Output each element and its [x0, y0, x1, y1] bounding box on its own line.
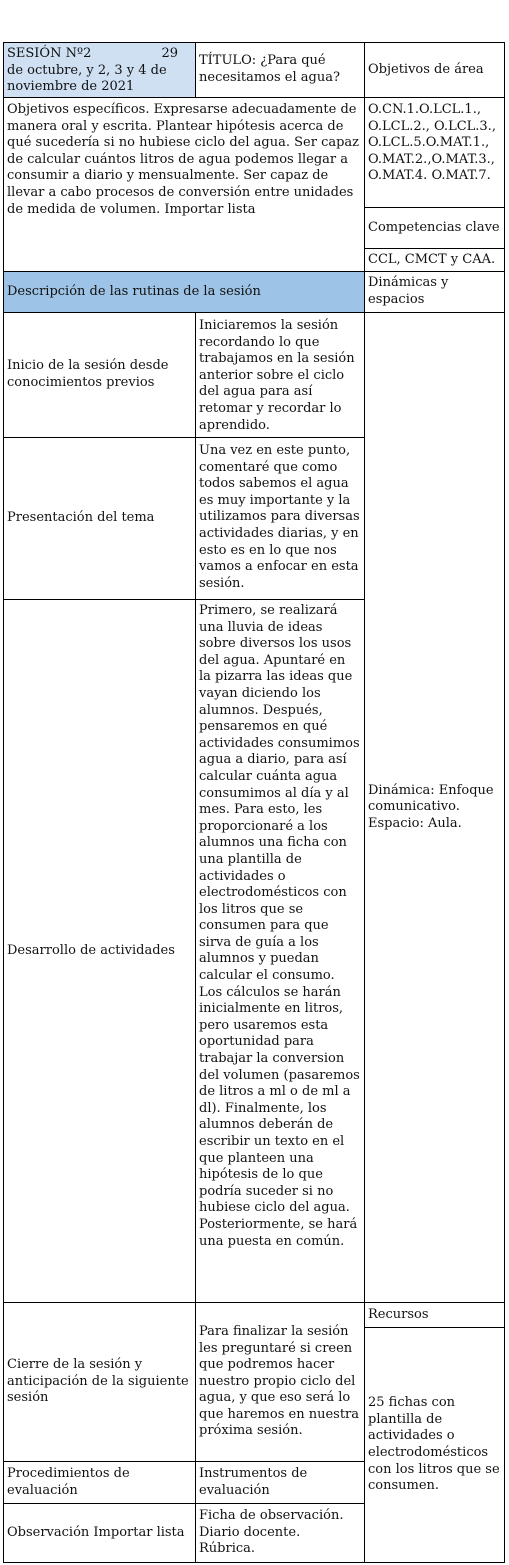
session-cell — [3, 42, 196, 98]
area-objectives-codes: O.CN.1.O.LCL.1., O.LCL.2., O.LCL.3., O.LCL.5.O.MAT.1., O.MAT.2.,O.MAT.3., O.MAT.4. O.MAT.7. — [364, 97, 505, 208]
session-date-day: 29 — [161, 46, 178, 61]
procedures-label: Procedimientos de evaluación — [3, 1461, 196, 1504]
area-objectives-label: Objetivos de área — [364, 42, 505, 98]
dynamics-label: Dinámicas y espacios — [364, 271, 505, 313]
row-label: Inicio de la sesión desde conocimientos previos — [3, 312, 196, 438]
session-date: de octubre, y 2, 3 y 4 de noviembre de 2021 — [7, 62, 167, 95]
competencias-label: Competencias clave — [364, 207, 505, 249]
specific-objectives: Objetivos específicos. Expresarse adecuadamente de manera oral y escrita. Plantear hipótesis acerca de qué sucedería si no hubiese ciclo del agua. Ser capaz de calcular cuántos litros de agua podemos llegar a consumir a diario y mensualmente. Ser capaz de llevar a cabo procesos de conversión entre unidades de medida de volumen. Importar lista — [3, 97, 365, 272]
row-text: Para finalizar la sesión les preguntaré si creen que podremos hacer nuestro propio ciclo del agua, y que eso será lo que haremos en nuestra próxima sesión. — [195, 1302, 365, 1462]
row-text: Una vez en este punto, comentaré que como todos sabemos el agua es muy importante y la utilizamos para diversas actividades diarias, y en esto es en lo que nos vamos a enfocar en esta sesión. — [195, 437, 365, 600]
row-label: Cierre de la sesión y anticipación de la siguiente sesión — [3, 1302, 196, 1462]
competencias-value: CCL, CMCT y CAA. — [364, 248, 505, 272]
observation-label: Observación Importar lista — [3, 1503, 196, 1563]
session-title: TÍTULO: ¿Para qué necesitamos el agua? — [195, 42, 365, 98]
row-label: Presentación del tema — [3, 437, 196, 600]
row-text: Primero, se realizará una lluvia de ideas sobre diversos los usos del agua. Apuntaré en la pizarra las ideas que vayan diciendo los alumnos. Después, pensaremos en qué actividades consumimos agua a diario, para así calcular cuánta agua consumimos al día y al mes. Para esto, les proporcionaré a los alumnos una ficha con una plantilla de actividades o electrodomésticos con los litros que se consumen para que sirva de guía a los alumnos y puedan calcular el consumo. Los cálculos se harán inicialmente en litros, pero usaremos esta oportunidad para trabajar la conversion del volumen (pasaremos de litros a ml o de ml a dl). Finalmente, los alumnos deberán de escribir un texto en el que planteen una hipótesis de lo que podría suceder si no hubiese ciclo del agua. Posteriormente, se hará una puesta en común. — [195, 599, 365, 1303]
row-text: Iniciaremos la sesión recordando lo que trabajamos en la sesión anterior sobre el ciclo del agua para así retomar y recordar lo aprendido. — [195, 312, 365, 438]
row-label: Desarrollo de actividades — [3, 599, 196, 1303]
routines-header: Descripción de las rutinas de la sesión — [3, 271, 365, 313]
instruments-value: Ficha de observación. Diario docente. Rúbrica. — [195, 1503, 365, 1563]
dynamics-value: Dinámica: Enfoque comunicativo. Espacio: Aula. — [364, 312, 505, 1303]
resources-label: Recursos — [364, 1302, 505, 1328]
instruments-label: Instrumentos de evaluación — [195, 1461, 365, 1504]
resources-value: 25 fichas con plantilla de actividades o electrodomésticos con los litros que se consumen. — [364, 1327, 505, 1563]
session-number: SESIÓN Nº2 — [7, 46, 92, 61]
